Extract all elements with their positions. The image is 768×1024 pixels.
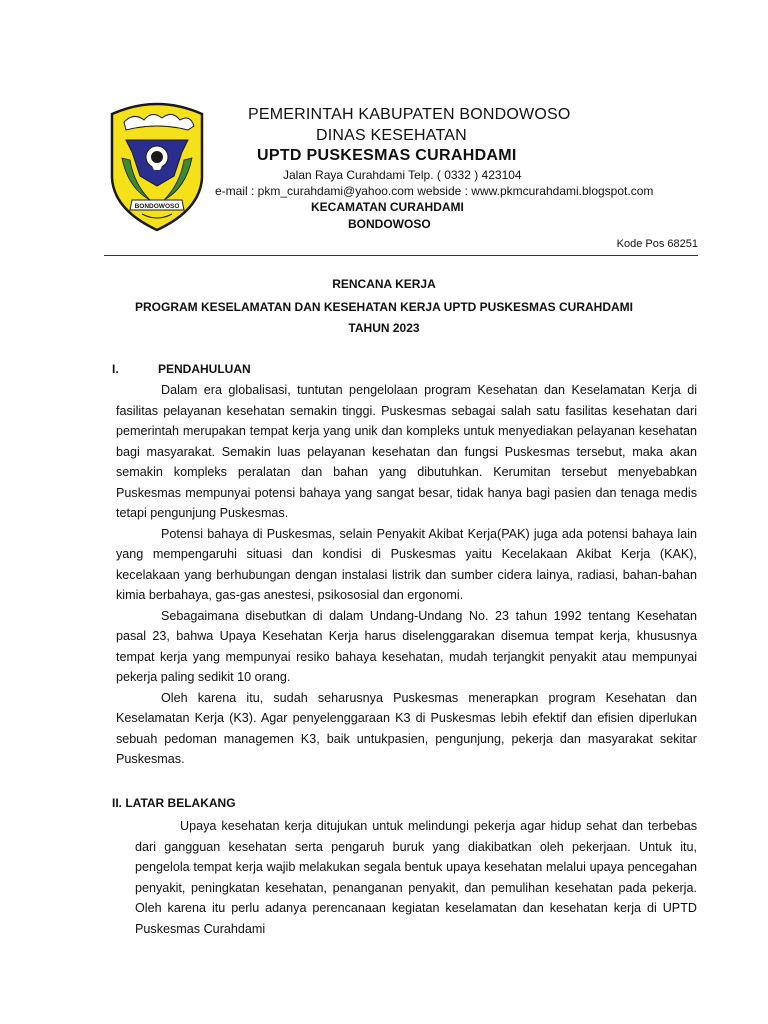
logo-name-text: BONDOWOSO [134, 203, 180, 210]
header-department: DINAS KESEHATAN [316, 127, 467, 144]
section1-paragraph: Oleh karena itu, sudah seharusnya Puskesmas menerapkan program Kesehatan dan Keselamatan Kerja (K3). Agar penyelenggaraan K3 di Puskesmas lebih efektif dan efisien diperlukan sebuah pedoman managemen K3, baik untukpasien, pengunjung, pekerja dan masyarakat sekitar Puskesmas. [116, 690, 697, 766]
header-postal-code: Kode Pos 68251 [616, 238, 698, 250]
header-divider [104, 255, 698, 256]
doc-year: TAHUN 2023 [348, 321, 420, 335]
doc-title: RENCANA KERJA [332, 277, 436, 291]
header-government: PEMERINTAH KABUPATEN BONDOWOSO [248, 106, 571, 123]
section2-title: II. LATAR BELAKANG [112, 796, 236, 810]
header-city: BONDOWOSO [348, 217, 431, 231]
section1-body [116, 380, 697, 770]
bondowoso-coat-of-arms-icon [104, 100, 210, 232]
section1-title: PENDAHULUAN [158, 362, 251, 376]
section2-body [135, 816, 697, 939]
header-contact: e-mail : pkm_curahdami@yahoo.com webside : www.pkmcurahdami.blogspot.com [215, 184, 654, 198]
doc-subtitle: PROGRAM KESELAMATAN DAN KESEHATAN KERJA UPTD PUSKESMAS CURAHDAMI [134, 300, 633, 314]
section1-number: I. [112, 362, 119, 376]
section1-paragraph: Dalam era globalisasi, tuntutan pengelolaan program Kesehatan dan Keselamatan Kerja di fasilitas pelayanan kesehatan semakin tinggi. Puskesmas sebagai salah satu fasilitas kesehatan dari pemerintah merupakan tempat kerja yang unik dan kompleks untuk menyediakan pelayanan kesehatan bagi masyarakat. Semakin luas pelayanan kesehatan dan fungsi Puskesmas tersebut, maka akan semakin kompleks peralatan dan bahan yang dibutuhkan. Kerumitan tersebut menyebabkan Puskesmas mempunyai potensi bahaya yang sangat besar, tidak hanya bagi pasien dan tenaga medis tetapi pengunjung Puskesmas. [116, 383, 697, 520]
section1-paragraph: Potensi bahaya di Puskesmas, selain Penyakit Akibat Kerja(PAK) juga ada potensi bahaya lain yang mempengaruhi situasi dan kondisi di Puskesmas yaitu Kecelakaan Akibat Kerja (KAK), kecelakaan yang berhubungan dengan instalasi listrik dan sumber cidera lainya, radiasi, bahan-bahan kimia berbahaya, gas-gas anestesi, psikososial dan ergonomi. [116, 526, 697, 602]
header-address: Jalan Raya Curahdami Telp. ( 0332 ) 423104 [283, 168, 522, 182]
header-district: KECAMATAN CURAHDAMI [311, 200, 464, 214]
section2-paragraph: Upaya kesehatan kerja ditujukan untuk melindungi pekerja agar hidup sehat dan terbebas dari gangguan kesehatan serta pengaruh buruk yang diakibatkan oleh pekerjaan. Untuk itu, pengelola tempat kerja wajib melakukan segala bentuk upaya kesehatan melalui upaya pencegahan penyakit, peningkatan kesehatan, penanganan penyakit, dan pemulihan kesehatan pada pekerja. Oleh karena itu perlu adanya perencanaan kegiatan keselamatan dan kesehatan kerja di UPTD Puskesmas Curahdami [135, 819, 697, 936]
section1-paragraph: Sebagaimana disebutkan di dalam Undang-Undang No. 23 tahun 1992 tentang Kesehatan pasal 23, bahwa Upaya Kesehatan Kerja harus diselenggarakan disemua tempat kerja, khususnya tempat kerja yang mempunyai resiko bahaya kesehatan, mudah terjangkit penyakit atau mempunyai pekerja paling sedikit 10 orang. [116, 608, 697, 684]
header-institution: UPTD PUSKESMAS CURAHDAMI [257, 147, 517, 164]
